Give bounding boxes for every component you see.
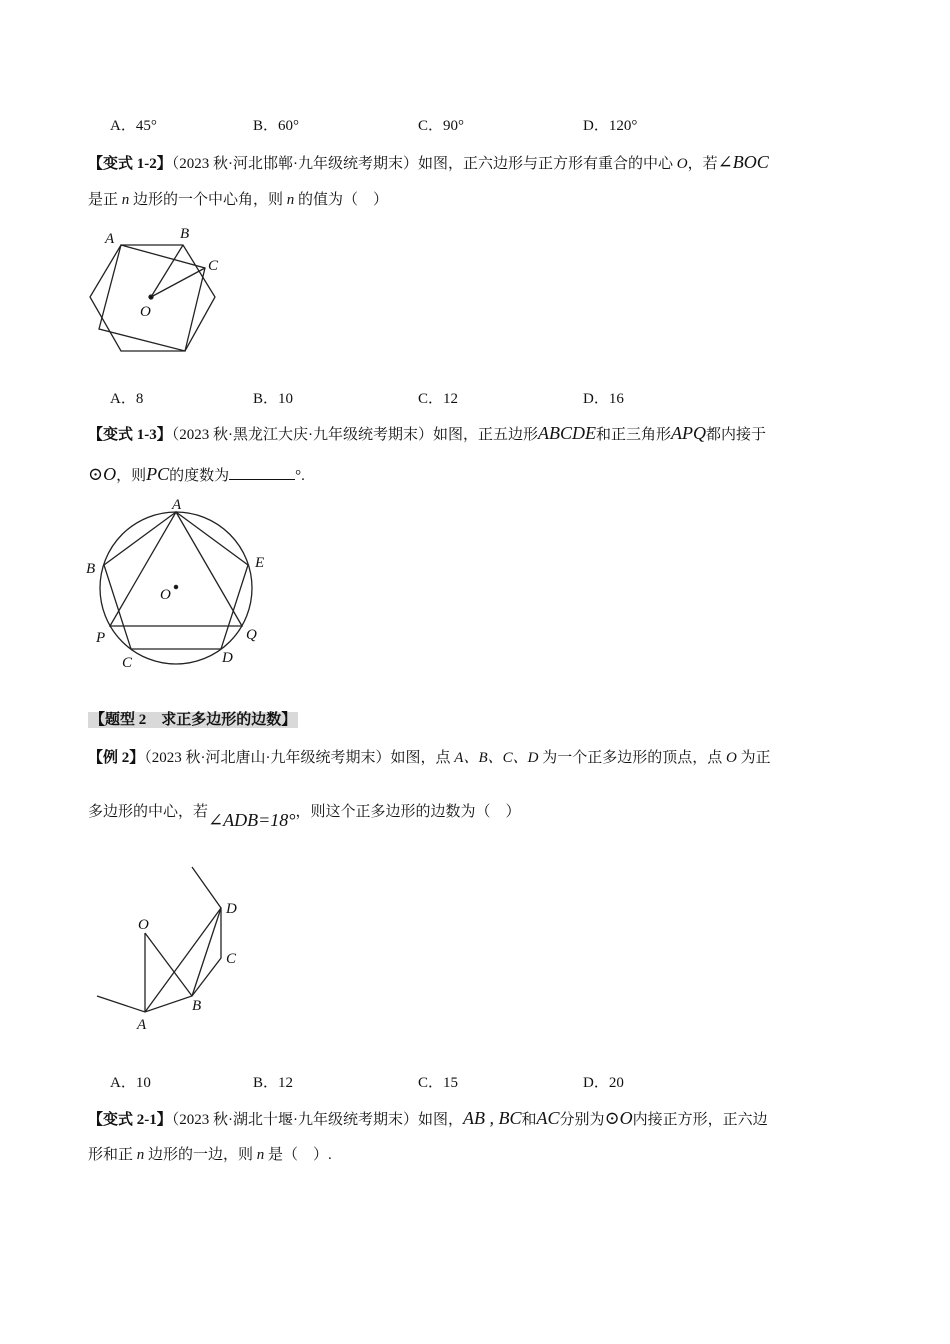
source: （2023 秋·黑龙江大庆·九年级统考期末） [171,427,433,443]
option-a: A．8 [110,391,144,407]
option-c: C．90° [418,118,465,134]
math: n [121,192,130,208]
option-b: B．60° [253,118,300,134]
label-c: C [208,258,219,274]
math: ⊙O [88,464,117,484]
label-q: Q [246,627,257,643]
math: APQ [671,423,707,443]
label-c: C [122,655,133,671]
label-a: A [137,1017,147,1033]
q12-line1 [88,152,769,174]
label-a: A [172,497,182,513]
segment-bd [192,908,221,996]
text: 内接正方形，正六边 [632,1112,768,1128]
option-a: A．10 [110,1075,151,1091]
answer-blank[interactable] [229,465,295,480]
polygon-sides [97,867,221,1012]
q13-line2 [88,464,305,486]
q13-line1 [88,423,766,445]
label-d: D [222,650,233,666]
math: ABCDE [538,423,597,443]
segment-ob [151,245,183,297]
center-point [149,295,153,299]
text: 分别为 [559,1112,605,1128]
question-tag: 【变式 2-1】 [88,1112,172,1128]
segment-oc [151,268,205,297]
option-d: D．120° [583,118,638,134]
math: O [725,750,737,766]
question-tag: 【例 2】 [88,750,145,766]
label-b: B [192,998,202,1014]
text: 都内接于 [706,427,767,443]
text: ，则 [116,468,147,484]
math: n [136,1147,145,1163]
text: 边形的一个中心角，则 [129,192,287,208]
text: ，若 [687,156,718,172]
ex2-line2 [88,800,521,830]
q21-line1 [88,1108,768,1130]
question-tag: 【变式 1-3】 [88,427,172,443]
math: n [286,192,295,208]
option-d: D．20 [583,1075,624,1091]
text: °. [295,468,305,484]
option-c: C．12 [418,391,459,407]
math: ⊙O [604,1108,633,1128]
option-b: B．10 [253,391,294,407]
arc-pc: PC [146,464,170,484]
segment-ob [145,933,192,996]
label-o: O [138,917,149,933]
math: AB , BC [463,1108,522,1128]
center-point [174,585,177,588]
label-c: C [226,951,237,967]
source: （2023 秋·河北唐山·九年级统考期末） [144,750,391,766]
text: 和 [521,1112,537,1128]
math: AC [536,1108,560,1128]
text: 是（ ）. [264,1147,332,1163]
text: 如图，正六边形与正方形有重合的中心 [418,156,677,172]
ex2-line1 [88,748,771,768]
question-tag: 【变式 1-2】 [88,156,172,172]
text: 如图，正五边形 [433,427,539,443]
label-o: O [140,304,151,320]
q12-line2 [88,190,388,210]
label-b: B [86,561,96,577]
text: 的值为（ ） [294,192,389,208]
label-o: O [160,587,171,603]
text: 如图，点 [390,750,455,766]
source: （2023 秋·湖北十堰·九年级统考期末） [171,1112,418,1128]
text: 多边形的中心，若 [88,804,209,820]
text: 如图， [418,1112,464,1128]
label-p: P [96,630,106,646]
text: 形和正 [88,1147,137,1163]
option-d: D．16 [583,391,624,407]
segment-ad [145,908,221,1012]
label-d: D [226,901,237,917]
section-heading [88,710,298,730]
text: 是正 [88,192,122,208]
math: A、B、C、D [454,750,539,766]
math: ∠BOC [717,152,769,172]
heading-text: 【题型 2 求正多边形的边数】 [90,712,297,728]
label-e: E [255,555,265,571]
label-a: A [105,231,115,247]
math: O [676,156,688,172]
text: 为一个正多边形的顶点，点 [538,750,726,766]
option-b: B．12 [253,1075,294,1091]
option-a: A．45° [110,118,157,134]
text: 和正三角形 [596,427,672,443]
pentagon [104,512,248,649]
triangle [110,512,242,626]
text: 的度数为 [169,468,230,484]
math: n [256,1147,265,1163]
q21-line2 [88,1145,332,1165]
text: 为正 [736,750,771,766]
text: ，则这个正多边形的边数为（ ） [295,804,521,820]
label-b: B [180,226,190,242]
math: ∠ADB=18° [208,810,296,830]
text: 边形的一边，则 [144,1147,257,1163]
source: （2023 秋·河北邯郸·九年级统考期末） [171,156,418,172]
option-c: C．15 [418,1075,459,1091]
